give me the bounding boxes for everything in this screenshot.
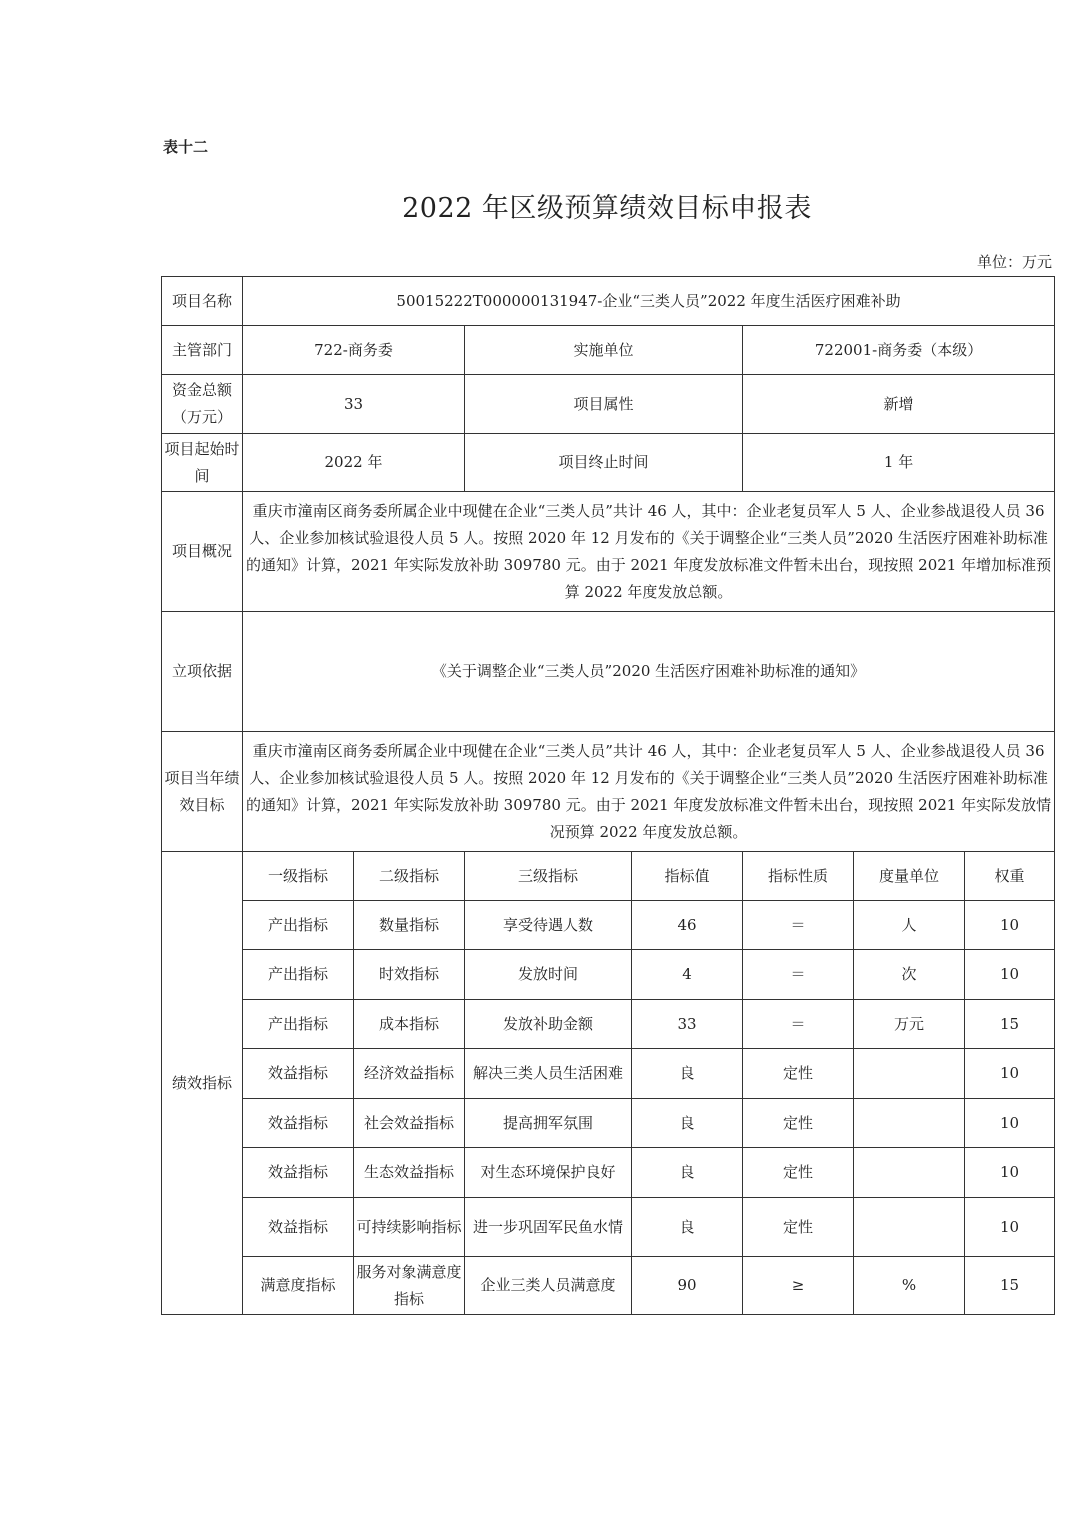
- indicator-level2: 可持续影响指标: [354, 1198, 465, 1257]
- indicator-level2: 服务对象满意度指标: [354, 1257, 465, 1315]
- goal-text: 重庆市潼南区商务委所属企业中现健在企业“三类人员”共计 46 人，其中：企业老复员军人 5 人、企业参战退役人员 36 人、企业参加核试验退役人员 5 人。按照 2020 年 12 月发布的《关于调整企业“三类人员”2020 生活医疗困难补助标准的通知》计算，2021 年实际发放补助 309780 元。由于 2021 年度发放标准文件暂未出台，现按照 2021 年实际发放情况预算 2022 年度发放总额。: [243, 732, 1055, 852]
- indicator-value: 33: [632, 1000, 743, 1049]
- indicator-level2: 数量指标: [354, 901, 465, 950]
- overview-row: [162, 492, 1055, 612]
- col-header-unit: 度量单位: [854, 852, 965, 901]
- impl-unit-label: 实施单位: [465, 326, 743, 375]
- table-number-label: 表十二: [163, 138, 209, 156]
- indicator-value: 良: [632, 1099, 743, 1148]
- indicator-nature: ＝: [743, 950, 854, 1000]
- indicator-unit: 人: [854, 901, 965, 950]
- overview-text: 重庆市潼南区商务委所属企业中现健在企业“三类人员”共计 46 人，其中：企业老复员军人 5 人、企业参战退役人员 36 人、企业参加核试验退役人员 5 人。按照 2020 年 12 月发布的《关于调整企业“三类人员”2020 生活医疗困难补助标准的通知》计算，2021 年实际发放补助 309780 元。由于 2021 年度发放标准文件暂未出台，现按照 2021 年增加标准预算 2022 年度发放总额。: [243, 492, 1055, 612]
- indicator-level2: 时效指标: [354, 950, 465, 1000]
- overview-label: 项目概况: [162, 492, 243, 612]
- indicator-level1: 效益指标: [243, 1099, 354, 1148]
- table-row: [162, 1198, 1055, 1257]
- indicator-nature: 定性: [743, 1049, 854, 1099]
- basis-label: 立项依据: [162, 612, 243, 732]
- indicator-level3: 解决三类人员生活困难: [465, 1049, 632, 1099]
- table-row: [162, 1099, 1055, 1148]
- table-row: [162, 1000, 1055, 1049]
- indicator-level2: 经济效益指标: [354, 1049, 465, 1099]
- col-header-weight: 权重: [965, 852, 1055, 901]
- indicators-section-label: 绩效指标: [162, 852, 243, 1315]
- indicator-level1: 满意度指标: [243, 1257, 354, 1315]
- col-header-level2: 二级指标: [354, 852, 465, 901]
- indicator-unit: [854, 1049, 965, 1099]
- indicator-unit: 万元: [854, 1000, 965, 1049]
- goal-label: 项目当年绩效目标: [162, 732, 243, 852]
- project-name-row: [162, 277, 1055, 326]
- indicator-nature: ＝: [743, 901, 854, 950]
- indicator-unit: %: [854, 1257, 965, 1315]
- project-name-value: 50015222T000000131947-企业“三类人员”2022 年度生活医疗困难补助: [243, 277, 1055, 326]
- indicator-value: 90: [632, 1257, 743, 1315]
- indicator-level2: 成本指标: [354, 1000, 465, 1049]
- table-row: [162, 1257, 1055, 1315]
- basis-text: 《关于调整企业“三类人员”2020 生活医疗困难补助标准的通知》: [243, 612, 1055, 732]
- indicator-nature: 定性: [743, 1148, 854, 1198]
- budget-performance-form: [161, 276, 1055, 1315]
- end-time-label: 项目终止时间: [465, 434, 743, 492]
- indicator-value: 良: [632, 1198, 743, 1257]
- col-header-level1: 一级指标: [243, 852, 354, 901]
- indicator-value: 4: [632, 950, 743, 1000]
- goal-row: [162, 732, 1055, 852]
- fund-total-label: 资金总额（万元）: [162, 375, 243, 434]
- indicator-nature: ＝: [743, 1000, 854, 1049]
- indicator-level3: 对生态环境保护良好: [465, 1148, 632, 1198]
- table-row: [162, 1049, 1055, 1099]
- dept-value: 722-商务委: [243, 326, 465, 375]
- project-attr-value: 新增: [743, 375, 1055, 434]
- indicator-nature: ≥: [743, 1257, 854, 1315]
- page-title: 2022 年区级预算绩效目标申报表: [402, 193, 812, 224]
- indicator-unit: 次: [854, 950, 965, 1000]
- indicator-value: 良: [632, 1148, 743, 1198]
- indicator-nature: 定性: [743, 1099, 854, 1148]
- indicator-level1: 效益指标: [243, 1148, 354, 1198]
- fund-row: [162, 375, 1055, 434]
- table-row: [162, 1148, 1055, 1198]
- indicator-level2: 生态效益指标: [354, 1148, 465, 1198]
- indicator-header-row: [162, 852, 1055, 901]
- indicator-weight: 10: [965, 901, 1055, 950]
- indicator-level3: 进一步巩固军民鱼水情: [465, 1198, 632, 1257]
- indicator-nature: 定性: [743, 1198, 854, 1257]
- department-row: [162, 326, 1055, 375]
- indicator-level3: 享受待遇人数: [465, 901, 632, 950]
- indicator-weight: 10: [965, 950, 1055, 1000]
- indicator-weight: 10: [965, 1148, 1055, 1198]
- indicator-level3: 发放时间: [465, 950, 632, 1000]
- start-time-label: 项目起始时间: [162, 434, 243, 492]
- indicator-level3: 发放补助金额: [465, 1000, 632, 1049]
- indicator-unit: [854, 1148, 965, 1198]
- indicator-level3: 企业三类人员满意度: [465, 1257, 632, 1315]
- indicator-weight: 15: [965, 1257, 1055, 1315]
- col-header-level3: 三级指标: [465, 852, 632, 901]
- fund-total-value: 33: [243, 375, 465, 434]
- basis-row: [162, 612, 1055, 732]
- dept-label: 主管部门: [162, 326, 243, 375]
- indicator-level1: 产出指标: [243, 950, 354, 1000]
- project-name-label: 项目名称: [162, 277, 243, 326]
- indicator-weight: 10: [965, 1049, 1055, 1099]
- time-row: [162, 434, 1055, 492]
- indicator-weight: 10: [965, 1198, 1055, 1257]
- indicator-unit: [854, 1099, 965, 1148]
- start-time-value: 2022 年: [243, 434, 465, 492]
- indicator-value: 良: [632, 1049, 743, 1099]
- indicator-value: 46: [632, 901, 743, 950]
- end-time-value: 1 年: [743, 434, 1055, 492]
- col-header-nature: 指标性质: [743, 852, 854, 901]
- unit-label: 单位：万元: [976, 253, 1052, 271]
- project-attr-label: 项目属性: [465, 375, 743, 434]
- indicator-level1: 产出指标: [243, 901, 354, 950]
- indicator-level2: 社会效益指标: [354, 1099, 465, 1148]
- indicator-level3: 提高拥军氛围: [465, 1099, 632, 1148]
- table-row: [162, 950, 1055, 1000]
- col-header-value: 指标值: [632, 852, 743, 901]
- indicator-weight: 15: [965, 1000, 1055, 1049]
- indicator-level1: 产出指标: [243, 1000, 354, 1049]
- indicator-unit: [854, 1198, 965, 1257]
- indicator-level1: 效益指标: [243, 1198, 354, 1257]
- indicator-level1: 效益指标: [243, 1049, 354, 1099]
- impl-unit-value: 722001-商务委（本级）: [743, 326, 1055, 375]
- indicator-weight: 10: [965, 1099, 1055, 1148]
- table-row: [162, 901, 1055, 950]
